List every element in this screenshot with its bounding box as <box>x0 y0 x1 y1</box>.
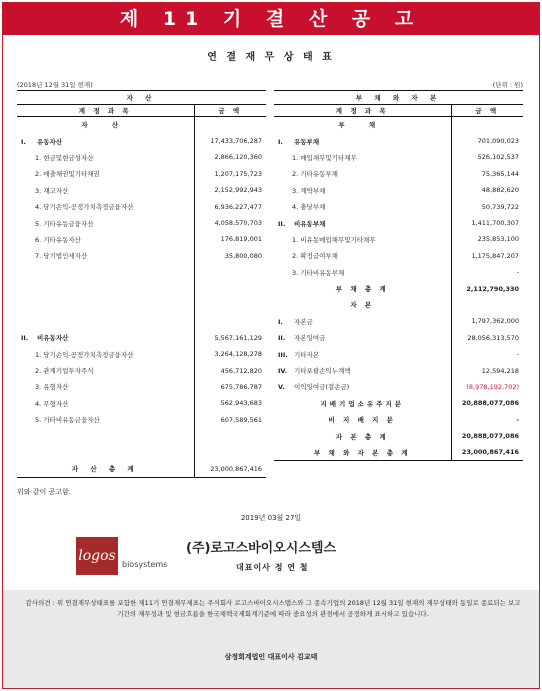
account-label <box>274 280 451 296</box>
account-name: 부 채 와 자 본 총 계 <box>313 448 411 457</box>
assets-table <box>17 90 266 478</box>
table-row <box>274 280 523 296</box>
account-amount: 2,866,120,360 <box>194 149 266 165</box>
account-label <box>274 330 451 346</box>
statement-title: 연 결 재 무 상 태 표 <box>207 52 335 63</box>
table-row <box>274 182 523 198</box>
account-name: 기타자본 <box>294 350 320 359</box>
account-label <box>274 412 451 428</box>
account-name: 4. 충당부채 <box>292 203 326 212</box>
account-amount <box>194 313 266 329</box>
table-row <box>274 166 523 182</box>
account-name: 3. 유형자산 <box>35 383 69 392</box>
account-label <box>274 395 451 411</box>
table-row <box>274 215 523 231</box>
account-label <box>17 215 194 231</box>
total-amount: 23,000,867,416 <box>194 461 266 477</box>
account-name: 3. 기타비유동부채 <box>292 268 345 277</box>
account-amount: 562,943,683 <box>194 395 266 411</box>
table-row <box>17 198 266 214</box>
table-row <box>274 428 523 444</box>
account-name: 자본금 <box>294 317 313 326</box>
unit-label: (단위 : 원) <box>492 81 523 89</box>
section-number: II. <box>278 219 286 228</box>
account-label <box>274 231 451 247</box>
account-amount: 12,594,218 <box>451 362 523 378</box>
account-name: 부 채 총 계 <box>335 285 389 294</box>
account-name: 2. 매출채권및기타채권 <box>35 170 100 179</box>
account-amount: 75,365,144 <box>451 166 523 182</box>
account-label <box>274 198 451 214</box>
account-name: 비유동자산 <box>37 334 69 343</box>
account-name: 비유동부채 <box>294 219 326 228</box>
table-row <box>17 264 266 280</box>
account-amount: 701,090,023 <box>451 133 523 149</box>
account-label <box>17 313 194 329</box>
account-amount: 48,882,620 <box>451 182 523 198</box>
account-label <box>17 133 194 149</box>
account-label <box>17 428 194 444</box>
account-label <box>274 444 451 460</box>
account-label <box>17 362 194 378</box>
account-label <box>274 248 451 264</box>
table-row <box>17 395 266 411</box>
account-label <box>274 182 451 198</box>
total-row <box>17 461 266 477</box>
table-row <box>17 379 266 395</box>
company-logo: logos <box>76 537 118 575</box>
account-name: 4. 당기손익-공정가치측정금융자산 <box>35 203 134 212</box>
table-row <box>274 395 523 411</box>
section-number: II. <box>278 334 286 343</box>
table-row <box>17 412 266 428</box>
account-name: 3. 계약부채 <box>292 186 326 195</box>
liabilities-table <box>274 90 523 461</box>
section-number: I. <box>278 137 283 146</box>
account-name: 자본잉여금 <box>294 334 326 343</box>
liabilities-section-title: 부 채 와 자 본 <box>274 91 523 105</box>
account-amount: 5,567,161,129 <box>194 330 266 346</box>
account-amount: - <box>451 346 523 362</box>
account-amount: 1,207,175,723 <box>194 166 266 182</box>
assets-group-title: 자 산 <box>81 121 130 130</box>
account-label <box>274 379 451 395</box>
account-amount <box>194 444 266 460</box>
liabilities-col-item: 계 정 과 목 <box>274 105 451 117</box>
account-label <box>274 133 451 149</box>
account-label <box>17 264 194 280</box>
table-row <box>274 248 523 264</box>
account-label <box>17 444 194 460</box>
account-name: 이익잉여금(결손금) <box>294 383 350 392</box>
account-amount: 2,112,790,330 <box>451 280 523 296</box>
account-name: 기타포괄손익누계액 <box>294 367 351 376</box>
table-row <box>274 379 523 395</box>
account-amount <box>194 297 266 313</box>
account-amount <box>194 428 266 444</box>
account-amount: 176,819,001 <box>194 231 266 247</box>
table-row <box>17 428 266 444</box>
table-row <box>17 248 266 264</box>
section-number: V. <box>278 383 285 392</box>
account-amount: 17,433,706,287 <box>194 133 266 149</box>
table-row <box>17 297 266 313</box>
account-name: 2. 확정급여부채 <box>292 252 338 261</box>
table-row <box>274 149 523 165</box>
account-label <box>274 166 451 182</box>
account-amount <box>194 280 266 296</box>
assets-section-title: 자 산 <box>17 91 266 105</box>
notice-date: 2019년 03월 27일 <box>240 514 302 522</box>
account-amount: 675,786,787 <box>194 379 266 395</box>
account-label <box>17 248 194 264</box>
notice-banner: 제 11 기 결 산 공 고 <box>3 3 539 35</box>
liabilities-col-amount: 금 액 <box>451 105 523 117</box>
account-label <box>17 166 194 182</box>
table-row <box>17 330 266 346</box>
account-name: 4. 무형자산 <box>35 399 69 408</box>
account-name: 자 본 총 계 <box>335 432 389 441</box>
table-row <box>17 280 266 296</box>
table-row <box>17 231 266 247</box>
account-amount: 607,589,561 <box>194 412 266 428</box>
account-amount: 3,264,128,278 <box>194 346 266 362</box>
account-amount: 28,056,313,570 <box>451 330 523 346</box>
account-name: 1. 매입채무및기타채무 <box>292 153 357 162</box>
account-amount: 526,102,537 <box>451 149 523 165</box>
account-amount: - <box>451 264 523 280</box>
table-row <box>17 346 266 362</box>
account-name: 5. 기타유동금융자산 <box>35 219 94 228</box>
account-label <box>17 379 194 395</box>
account-name: 2. 기타유동부채 <box>292 170 338 179</box>
table-row <box>274 231 523 247</box>
table-row <box>17 166 266 182</box>
table-row <box>274 198 523 214</box>
assets-col-amount: 금 액 <box>194 105 266 117</box>
audit-firm: 삼정회계법인 대표이사 김교태 <box>224 653 318 661</box>
account-amount: 235,853,100 <box>451 231 523 247</box>
section-number: III. <box>278 350 288 359</box>
table-row <box>274 264 523 280</box>
account-amount: 1,175,847,207 <box>451 248 523 264</box>
audit-opinion-text: 감사의견 : 위 연결재무상태표를 포함한 제11기 연결재무제표는 주식회사 로고스바이오시스템스와 그 종속기업의 2018년 12월 31일 현재의 재무상태와 동일로 종료되는 보고기간의 재무성과 및 현금흐름을 한국채택국제회계기준에 따라 중요성의 관점에서 공정하게 표시하고 있습니다. <box>25 599 521 618</box>
account-name: 7. 당기법인세자산 <box>35 252 88 261</box>
account-amount: (8,978,192,702) <box>451 379 523 395</box>
account-amount: 50,739,722 <box>451 198 523 214</box>
account-name: 3. 재고자산 <box>35 186 69 195</box>
account-name: 1. 현금및현금성자산 <box>35 153 94 162</box>
total-label: 자 산 총 계 <box>17 461 194 477</box>
account-name: 비 지 배 지 분 <box>328 416 396 425</box>
account-label <box>17 182 194 198</box>
section-number: IV. <box>278 367 288 376</box>
account-label <box>274 215 451 231</box>
account-label <box>17 412 194 428</box>
account-label <box>274 264 451 280</box>
account-amount <box>451 297 523 313</box>
account-label <box>17 231 194 247</box>
table-row <box>17 182 266 198</box>
table-row <box>274 313 523 329</box>
table-row <box>274 444 523 460</box>
account-amount: 23,000,867,416 <box>451 444 523 460</box>
table-row <box>17 362 266 378</box>
account-name: 자 본 <box>350 301 375 310</box>
account-label <box>17 346 194 362</box>
account-amount: 456,712,820 <box>194 362 266 378</box>
account-label <box>17 280 194 296</box>
ceo-name: 대표이사 정 연 철 <box>236 563 309 572</box>
table-row <box>274 297 523 313</box>
account-label <box>274 313 451 329</box>
account-amount: 1,411,700,307 <box>451 215 523 231</box>
account-label <box>17 395 194 411</box>
account-label <box>274 149 451 165</box>
account-amount: 2,152,992,943 <box>194 182 266 198</box>
account-label <box>274 428 451 444</box>
table-row <box>274 362 523 378</box>
account-amount: 6,936,227,477 <box>194 198 266 214</box>
account-amount: 20,888,077,086 <box>451 428 523 444</box>
table-row <box>274 330 523 346</box>
account-amount: - <box>451 412 523 428</box>
account-label <box>274 362 451 378</box>
account-name: 1. 당기손익-공정가치측정금융자산 <box>35 350 134 359</box>
account-amount: 4,058,570,703 <box>194 215 266 231</box>
table-row <box>17 133 266 149</box>
account-label <box>17 330 194 346</box>
section-number: II. <box>21 334 29 343</box>
section-number: I. <box>278 317 283 326</box>
reporting-period: (2018년 12월 31일 현재) <box>17 81 93 89</box>
account-label <box>17 297 194 313</box>
account-label <box>17 149 194 165</box>
table-row <box>17 215 266 231</box>
liabilities-group-title: 부 채 <box>338 121 387 130</box>
account-name: 6. 기타유동자산 <box>35 235 81 244</box>
account-amount <box>194 264 266 280</box>
audit-opinion-box <box>3 590 539 688</box>
table-row <box>17 313 266 329</box>
company-name: (주)로고스바이오시스템스 <box>186 541 337 556</box>
account-name: 1. 비유동매입채무및기타채무 <box>292 235 376 244</box>
account-name: 지배기업소유주지분 <box>320 399 404 408</box>
section-number: I. <box>21 137 26 146</box>
closing-statement: 위와 같이 공고함. <box>17 488 72 496</box>
account-label <box>17 198 194 214</box>
assets-col-item: 계 정 과 목 <box>17 105 194 117</box>
table-row <box>274 133 523 149</box>
table-row <box>274 412 523 428</box>
account-amount: 1,797,362,000 <box>451 313 523 329</box>
account-amount: 35,800,080 <box>194 248 266 264</box>
table-row <box>17 444 266 460</box>
table-row <box>17 149 266 165</box>
account-label <box>274 346 451 362</box>
account-amount: 20,888,077,086 <box>451 395 523 411</box>
logo-subtext: biosystems <box>122 560 168 569</box>
account-name: 유동부채 <box>294 137 320 146</box>
account-name: 유동자산 <box>37 137 63 146</box>
account-name: 2. 관계기업투자주식 <box>35 367 94 376</box>
table-row <box>274 346 523 362</box>
account-label <box>274 297 451 313</box>
account-name: 5. 기타비유동금융자산 <box>35 416 100 425</box>
